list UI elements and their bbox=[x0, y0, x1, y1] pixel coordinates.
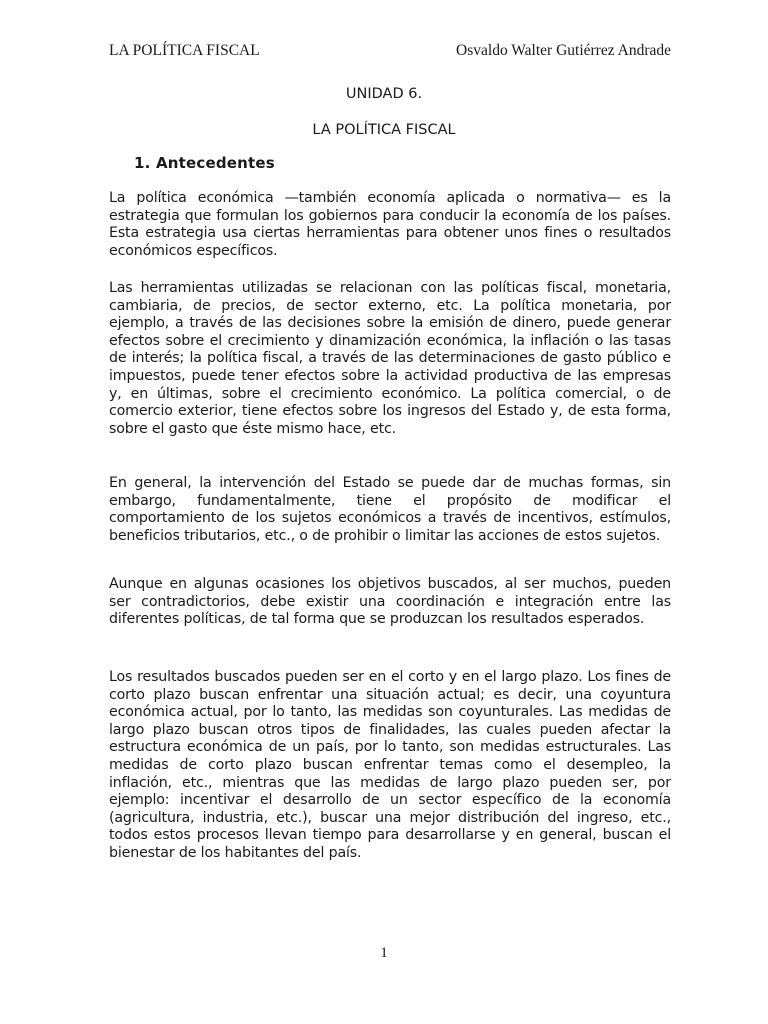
section-heading: 1. Antecedentes bbox=[134, 154, 275, 172]
paragraph: Aunque en algunas ocasiones los objetivos buscados, al ser muchos, pueden ser contradictorios, debe existir una coordinación e integración entre las diferentes políticas, de tal forma que se produzcan los resultados esperados. bbox=[109, 576, 671, 628]
page-number: 1 bbox=[380, 945, 388, 961]
paragraph: Los resultados buscados pueden ser en el corto y en el largo plazo. Los fines de corto plazo buscan enfrentar una situación actual; es decir, una coyuntura económica actual, por lo tanto, las medidas son coyunturales. Las medidas de largo plazo buscan otros tipos de finalidades, las cuales pueden afectar la estructura económica de un país, por lo tanto, son medidas estructurales. Las medidas de corto plazo buscan enfrentar temas como el desempleo, la inflación, etc., mientras que las medidas de largo plazo pueden ser, por ejemplo: incentivar el desarrollo de un sector específico de la economía (agricultura, industria, etc.), buscar una mejor distribución del ingreso, etc., todos estos procesos llevan tiempo para desarrollarse y en general, buscan el bienestar de los habitantes del país. bbox=[109, 669, 671, 861]
running-header bbox=[109, 42, 671, 62]
paragraph: La política económica —también economía aplicada o normativa— es la estrategia que formulan los gobiernos para conducir la economía de los países. Esta estrategia usa ciertas herramientas para obtener unos fines o resultados económicos específicos. bbox=[109, 190, 671, 259]
paragraph: Las herramientas utilizadas se relacionan con las políticas fiscal, monetaria, cambiaria, de precios, de sector externo, etc. La política monetaria, por ejemplo, a través de las decisiones sobre la emisión de dinero, puede generar efectos sobre el crecimiento y dinamización económica, la inflación o las tasas de interés; la política fiscal, a través de las determinaciones de gasto público e impuestos, puede tener efectos sobre la actividad productiva de las empresas y, en últimas, sobre el crecimiento económico. La política comercial, o de comercio exterior, tiene efectos sobre los ingresos del Estado y, de esta forma, sobre el gasto que éste mismo hace, etc. bbox=[109, 280, 671, 437]
paragraph: En general, la intervención del Estado se puede dar de muchas formas, sin embargo, fundamentalmente, tiene el propósito de modificar el comportamiento de los sujetos económicos a través de incentivos, estímulos, beneficios tributarios, etc., o de prohibir o limitar las acciones de estos sujetos. bbox=[109, 475, 671, 544]
chapter-title: LA POLÍTICA FISCAL bbox=[312, 122, 456, 138]
unit-title: UNIDAD 6. bbox=[345, 86, 423, 102]
header-author: Osvaldo Walter Gutiérrez Andrade bbox=[456, 42, 671, 59]
header-title: LA POLÍTICA FISCAL bbox=[109, 42, 260, 59]
